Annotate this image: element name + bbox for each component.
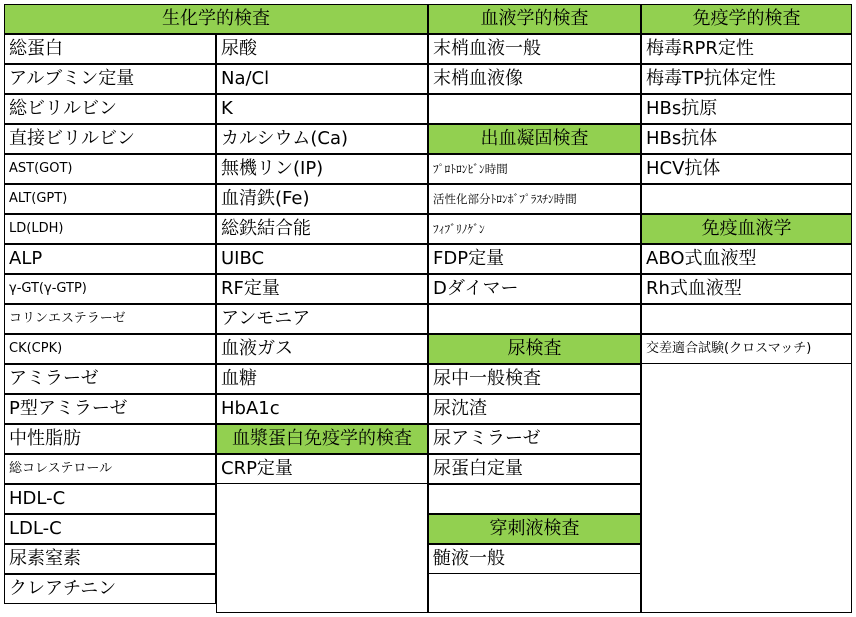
test-item: 血糖 bbox=[216, 364, 428, 394]
subheader-urine: 尿検査 bbox=[428, 334, 641, 364]
empty-cell bbox=[428, 304, 641, 334]
test-item: CRP定量 bbox=[216, 454, 428, 484]
test-item: Na/Cl bbox=[216, 64, 428, 94]
test-item: RF定量 bbox=[216, 274, 428, 304]
test-item: CK(CPK) bbox=[4, 334, 216, 364]
test-item: 交差適合試験(クロスマッチ) bbox=[641, 334, 852, 364]
test-item: HCV抗体 bbox=[641, 154, 852, 184]
test-item: Dダイマー bbox=[428, 274, 641, 304]
test-item: 活性化部分ﾄﾛﾝﾎﾞﾌﾟﾗｽﾁﾝ時間 bbox=[428, 184, 641, 214]
test-item: HBs抗体 bbox=[641, 124, 852, 154]
column-hematology bbox=[428, 4, 641, 613]
column-immunology bbox=[641, 4, 852, 613]
empty-cell bbox=[641, 184, 852, 214]
test-item: K bbox=[216, 94, 428, 124]
test-item: P型アミラーゼ bbox=[4, 394, 216, 424]
header-hematology: 血液学的検査 bbox=[428, 4, 641, 34]
column-biochemistry-2 bbox=[216, 4, 428, 613]
subheader-coagulation: 出血凝固検査 bbox=[428, 124, 641, 154]
test-item: 尿酸 bbox=[216, 34, 428, 64]
test-item: ABO式血液型 bbox=[641, 244, 852, 274]
test-item: LD(LDH) bbox=[4, 214, 216, 244]
test-item: クレアチニン bbox=[4, 574, 216, 604]
empty-area bbox=[216, 484, 428, 613]
test-item: 総コレステロール bbox=[4, 454, 216, 484]
header-immunology: 免疫学的検査 bbox=[641, 4, 852, 34]
test-item: 無機リン(IP) bbox=[216, 154, 428, 184]
empty-cell bbox=[641, 304, 852, 334]
test-item: HDL-C bbox=[4, 484, 216, 514]
test-item: Rh式血液型 bbox=[641, 274, 852, 304]
test-item: 梅毒TP抗体定性 bbox=[641, 64, 852, 94]
test-item: 末梢血液像 bbox=[428, 64, 641, 94]
test-item: 総ビリルビン bbox=[4, 94, 216, 124]
test-item: 直接ビリルビン bbox=[4, 124, 216, 154]
test-item: 尿アミラーゼ bbox=[428, 424, 641, 454]
test-item: 髄液一般 bbox=[428, 544, 641, 574]
test-item: LDL-C bbox=[4, 514, 216, 544]
empty-cell bbox=[428, 484, 641, 514]
test-item: ﾌｨﾌﾞﾘﾉｹﾞﾝ bbox=[428, 214, 641, 244]
test-item: カルシウム(Ca) bbox=[216, 124, 428, 154]
empty-area bbox=[428, 574, 641, 613]
test-item: コリンエステラーゼ bbox=[4, 304, 216, 334]
test-item: 尿中一般検査 bbox=[428, 364, 641, 394]
test-item: アンモニア bbox=[216, 304, 428, 334]
test-item: ALT(GPT) bbox=[4, 184, 216, 214]
test-item: HbA1c bbox=[216, 394, 428, 424]
test-item: アルブミン定量 bbox=[4, 64, 216, 94]
test-item: 尿素窒素 bbox=[4, 544, 216, 574]
test-item: 血清鉄(Fe) bbox=[216, 184, 428, 214]
test-item: HBs抗原 bbox=[641, 94, 852, 124]
test-item: FDP定量 bbox=[428, 244, 641, 274]
test-item: UIBC bbox=[216, 244, 428, 274]
test-item: 末梢血液一般 bbox=[428, 34, 641, 64]
test-item: 梅毒RPR定性 bbox=[641, 34, 852, 64]
empty-area bbox=[641, 364, 852, 613]
test-list-table bbox=[4, 4, 852, 613]
subheader-puncture: 穿刺液検査 bbox=[428, 514, 641, 544]
test-item: γ-GT(γ-GTP) bbox=[4, 274, 216, 304]
column-biochemistry-1 bbox=[4, 4, 216, 613]
empty-cell bbox=[428, 94, 641, 124]
test-item: 総蛋白 bbox=[4, 34, 216, 64]
test-item: 尿沈渣 bbox=[428, 394, 641, 424]
subheader-immunohematology: 免疫血液学 bbox=[641, 214, 852, 244]
header-biochemistry: 生化学的検査 bbox=[4, 4, 428, 34]
test-item: 中性脂肪 bbox=[4, 424, 216, 454]
test-item: ALP bbox=[4, 244, 216, 274]
test-item: 総鉄結合能 bbox=[216, 214, 428, 244]
test-item: AST(GOT) bbox=[4, 154, 216, 184]
test-item: 血液ガス bbox=[216, 334, 428, 364]
subheader-plasma-protein: 血漿蛋白免疫学的検査 bbox=[216, 424, 428, 454]
test-item: アミラーゼ bbox=[4, 364, 216, 394]
test-item: ﾌﾟﾛﾄﾛﾝﾋﾞﾝ時間 bbox=[428, 154, 641, 184]
test-item: 尿蛋白定量 bbox=[428, 454, 641, 484]
